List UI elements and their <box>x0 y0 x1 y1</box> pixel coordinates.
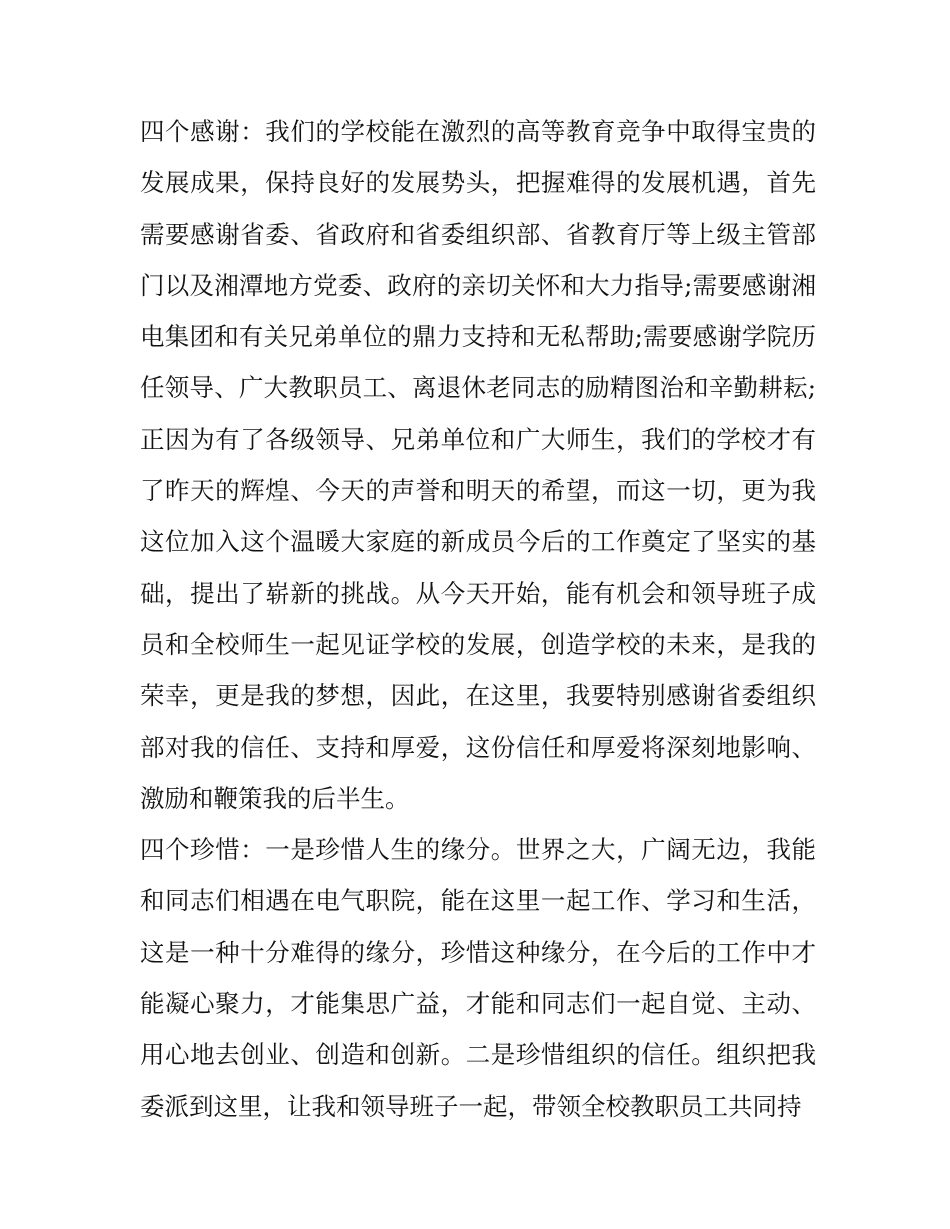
paragraph-four-cherishes: 四个珍惜：一是珍惜人生的缘分。世界之大，广阔无边，我能和同志们相遇在电气职院，能在这里一起工作、学习和生活，这是一种十分难得的缘分，珍惜这种缘分，在今后的工作中才能凝心聚力，才能集思广益，才能和同志们一起自觉、主动、用心地去创业、创造和创新。二是珍惜组织的信任。组织把我委派到这里，让我和领导班子一起，带领全校教职员工共同持 <box>140 835 816 1121</box>
paragraph-four-thanks: 四个感谢：我们的学校能在激烈的高等教育竞争中取得宝贵的发展成果，保持良好的发展势头，把握难得的发展机遇，首先需要感谢省委、省政府和省委组织部、省教育厅等上级主管部门以及湘潭地方党委、政府的亲切关怀和大力指导;需要感谢湘电集团和有关兄弟单位的鼎力支持和无私帮助;需要感谢学院历任领导、广大教职员工、离退休老同志的励精图治和辛勤耕耘;正因为有了各级领导、兄弟单位和广大师生，我们的学校才有了昨天的辉煌、今天的声誉和明天的希望，而这一切，更为我这位加入这个温暖大家庭的新成员今后的工作奠定了坚实的基础，提出了崭新的挑战。从今天开始，能有机会和领导班子成员和全校师生一起见证学校的发展，创造学校的未来，是我的荣幸，更是我的梦想，因此，在这里，我要特别感谢省委组织部对我的信任、支持和厚爱，这份信任和厚爱将深刻地影响、激励和鞭策我的后半生。 <box>140 117 816 813</box>
document-body <box>140 106 816 1132</box>
